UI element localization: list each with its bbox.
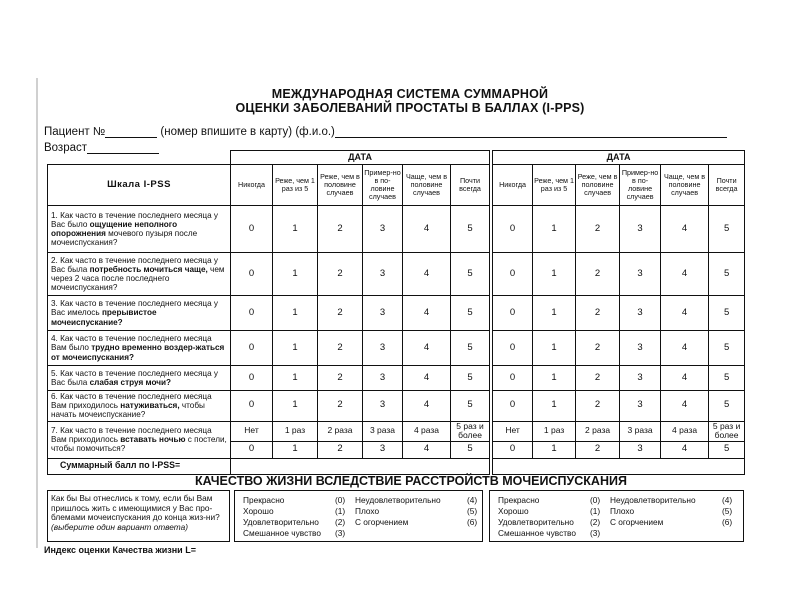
score-cell: 5 [709,366,745,391]
frequency-column-header: Реже, чем 1 раз из 5 [273,165,318,206]
score-cell: 2 [318,391,363,422]
score-cell: 1 [273,331,318,366]
frequency-column-header: Чаще, чем в половине случаев [403,165,451,206]
score-cell: 1 [533,296,576,331]
score-cell: 0 [493,206,533,253]
question-text: 5. Как часто в течение последнего месяца у Вас была слабая струя мочи? [48,366,231,391]
score-cell: 3 [363,206,403,253]
form-title-line2: ОЦЕНКИ ЗАБОЛЕВАНИЙ ПРОСТАТЫ В БАЛЛАХ (I-PPS) [235,101,585,115]
score-cell: 1 [533,366,576,391]
score-cell: 0 [493,391,533,422]
score-cell: 1 [533,441,576,458]
score-cell: 5 [451,366,490,391]
frequency-column-header: Чаще, чем в половине случаев [661,165,709,206]
score-cell: 5 [709,391,745,422]
question-highlight: прерывистое мочеиспускание? [51,308,157,327]
nocturia-answer-cell: 2 раза [576,421,620,441]
score-cell: 3 [363,441,403,458]
nocturia-answer-cell: Нет [493,421,533,441]
score-cell: 3 [620,391,661,422]
frequency-column-header: Никогда [231,165,273,206]
qol-option[interactable] [610,517,733,527]
patient-row [44,126,727,138]
score-cell: 2 [576,366,620,391]
score-cell: 4 [661,206,709,253]
question-row [48,391,745,422]
patient-name-field[interactable] [335,126,727,138]
score-cell: 3 [620,366,661,391]
score-cell: 4 [661,366,709,391]
sum-row [48,458,745,474]
score-cell: 1 [533,391,576,422]
question-text: 6. Как часто в течение последнего месяца Вам приходилось натуживаться, чтобы начать мочеиспускание? [48,391,231,422]
age-label: Возраст [44,142,88,154]
score-cell: 4 [661,331,709,366]
qol-option-label: Плохо [355,506,380,516]
form-title-line1: МЕЖДУНАРОДНАЯ СИСТЕМА СУММАРНОЙ [271,87,549,101]
score-cell: 4 [403,391,451,422]
question-row [48,206,745,253]
qol-option-label: Неудовлетворительно [355,495,441,505]
score-cell: 4 [403,366,451,391]
qol-option[interactable] [355,506,478,516]
score-cell: 0 [231,366,273,391]
question-text: 1. Как часто в течение последнего месяца у Вас было ощущение неполного опорожнения мочевого пузыря после мочеиспускания? [48,206,231,253]
question-row [48,253,745,296]
question-text: 7. Как часто в течение последнего месяца Вам приходилось вставать ночью с постели, чтобы помочиться? [48,421,231,458]
qol-option-value: (0) [335,495,346,505]
score-cell: 2 [318,441,363,458]
nocturia-answer-cell: 1 раз [273,421,318,441]
score-cell: 4 [661,391,709,422]
qol-option-value: (3) [335,528,346,538]
sum-value-cell [493,458,745,474]
score-cell: 5 [451,441,490,458]
score-cell: 1 [273,366,318,391]
score-cell: 1 [273,206,318,253]
qol-option[interactable] [610,506,733,516]
score-cell: 4 [403,296,451,331]
nocturia-answer-cell: Нет [231,421,273,441]
question-highlight: потребность мочиться чаще, [89,264,208,274]
header-blank [48,151,231,165]
question-highlight: слабая струя мочи? [89,378,172,387]
qol-title: КАЧЕСТВО ЖИЗНИ ВСЛЕДСТВИЕ РАССТРОЙСТВ МОЧЕИСПУСКАНИЯ [195,474,627,488]
score-cell: 2 [576,253,620,296]
question-text: 4. Как часто в течение последнего месяца Вам было трудно временно воздер-жаться от мочеиспускания? [48,331,231,366]
score-cell: 5 [709,206,745,253]
scale-label: Шкала I-PSS [48,165,231,206]
qol-question-hint: (выберите один вариант ответа) [51,521,189,532]
score-cell: 3 [363,391,403,422]
score-cell: 2 [318,366,363,391]
score-cell: 0 [493,366,533,391]
frequency-column-header: Реже, чем в половине случаев [576,165,620,206]
qol-option[interactable] [355,517,478,527]
score-cell: 0 [493,441,533,458]
score-cell: 3 [620,296,661,331]
frequency-column-header: Пример-но в по-ловине случаев [363,165,403,206]
date-label: ДАТА [493,151,745,165]
qol-option-label: Смешанное чувство [243,528,321,538]
score-cell: 1 [273,253,318,296]
qol-option-label: С огорчением [610,517,664,527]
score-cell: 5 [451,206,490,253]
score-cell: 2 [576,441,620,458]
qol-option-label: С огорчением [355,517,409,527]
score-cell: 3 [620,331,661,366]
qol-question: Как бы Вы отнеслись к тому, если бы Вам пришлось жить с имеющимися у Вас про-блемами мочеиспускания до конца жиз-ни? (выберите один вариант ответа) [51,493,220,532]
qol-option-label: Удовлетворительно [498,517,574,527]
qol-option[interactable] [498,528,601,538]
qol-option-label: Удовлетворительно [243,517,319,527]
nocturia-answer-cell: 4 раза [661,421,709,441]
qol-option[interactable] [610,495,733,505]
score-cell: 2 [576,391,620,422]
score-cell: 5 [451,253,490,296]
patient-number-field[interactable] [105,126,157,138]
qol-option-label: Прекрасно [498,495,540,505]
score-cell: 5 [451,331,490,366]
score-cell: 0 [493,296,533,331]
date-header-row [48,151,745,165]
score-cell: 2 [576,296,620,331]
score-cell: 5 [451,391,490,422]
qol-option[interactable] [355,495,478,505]
qol-option-value: (0) [590,495,601,505]
score-cell: 1 [533,206,576,253]
qol-option-value: (4) [467,495,478,505]
qol-option-value: (4) [722,495,733,505]
score-cell: 1 [273,391,318,422]
qol-option-label: Неудовлетворительно [610,495,696,505]
score-cell: 2 [576,206,620,253]
question-highlight: трудно временно воздер-жаться от мочеиспускания? [51,343,225,362]
score-cell: 3 [620,441,661,458]
nocturia-answer-cell: 2 раза [318,421,363,441]
question-row [48,331,745,366]
question-highlight: натуживаться, [120,401,180,411]
sum-label: Суммарный балл по I-PSS= [48,458,231,474]
card-hint: (номер впишите в карту) [160,126,293,138]
score-cell: 0 [231,391,273,422]
nocturia-answer-cell: 3 раза [363,421,403,441]
nocturia-answer-cell: 3 раза [620,421,661,441]
score-cell: 0 [493,253,533,296]
question-row [48,296,745,331]
column-header-row [48,165,745,206]
qol-option[interactable] [243,528,346,538]
frequency-column-header: Реже, чем 1 раз из 5 [533,165,576,206]
fio-label: (ф.и.о.) [295,126,335,138]
qol-option-label: Смешанное чувство [498,528,576,538]
frequency-column-header: Реже, чем в половине случаев [318,165,363,206]
qol-question-box [47,490,230,542]
score-cell: 3 [363,253,403,296]
qol-option-value: (1) [335,506,346,516]
question-text: 3. Как часто в течение последнего месяца у Вас имелось прерывистое мочеиспускание? [48,296,231,331]
question-text: 2. Как часто в течение последнего месяца у Вас была потребность мочиться чаще, чем через 2 часа после последнего мочеиспускания? [48,253,231,296]
qol-option-value: (6) [467,517,478,527]
score-cell: 2 [318,206,363,253]
qol-option[interactable] [498,517,601,527]
score-cell: 5 [709,253,745,296]
nocturia-answer-cell: 1 раз [533,421,576,441]
qol-option-value: (5) [722,506,733,516]
score-cell: 3 [363,366,403,391]
frequency-column-header: Никогда [493,165,533,206]
patient-number-label: Пациент № [44,126,106,138]
frequency-column-header: Почти всегда [709,165,745,206]
score-cell: 4 [661,296,709,331]
score-cell: 1 [533,253,576,296]
score-cell: 3 [363,331,403,366]
qol-option-label: Хорошо [498,506,529,516]
score-cell: 0 [231,331,273,366]
qol-option[interactable] [243,506,346,516]
score-cell: 4 [661,253,709,296]
nocturia-answer-cell: 4 раза [403,421,451,441]
score-cell: 0 [231,441,273,458]
score-cell: 5 [451,296,490,331]
score-cell: 1 [533,331,576,366]
qol-option[interactable] [243,517,346,527]
qol-option-label: Хорошо [243,506,274,516]
score-cell: 4 [661,441,709,458]
score-cell: 5 [709,441,745,458]
score-cell: 0 [231,206,273,253]
qol-option-value: (2) [335,517,346,527]
score-cell: 0 [493,331,533,366]
score-cell: 3 [620,206,661,253]
frequency-column-header: Почти всегда [451,165,490,206]
frequency-column-header: Пример-но в по-ловине случаев [620,165,661,206]
qol-option[interactable] [498,506,601,516]
score-cell: 2 [318,296,363,331]
score-cell: 1 [273,296,318,331]
qol-options-box-1 [234,490,483,542]
score-cell: 2 [318,331,363,366]
score-cell: 3 [363,296,403,331]
question-row [48,366,745,391]
score-cell: 4 [403,206,451,253]
score-cell: 5 [709,331,745,366]
nocturia-answer-cell: 5 раз и более [451,421,490,441]
sum-value-cell [231,458,490,474]
qol-option-value: (5) [467,506,478,516]
score-cell: 4 [403,253,451,296]
qol-option-value: (6) [722,517,733,527]
question-highlight: вставать ночью [120,434,186,444]
qol-option-label: Прекрасно [243,495,285,505]
qol-index: Индекс оценки Качества жизни L= [44,545,196,555]
score-cell: 4 [403,331,451,366]
qol-option-value: (1) [590,506,601,516]
question-row [48,421,745,441]
qol-options-box-2 [489,490,744,542]
score-cell: 2 [576,331,620,366]
score-cell: 5 [709,296,745,331]
score-cell: 0 [231,253,273,296]
qol-option-value: (3) [590,528,601,538]
question-highlight: ощущение неполного опорожнения [51,219,178,238]
qol-option-value: (2) [590,517,601,527]
qol-option[interactable] [498,495,601,505]
ipss-score-table [47,150,745,475]
score-cell: 0 [231,296,273,331]
qol-option-label: Плохо [610,506,635,516]
score-cell: 2 [318,253,363,296]
nocturia-answer-cell: 5 раз и более [709,421,745,441]
score-cell: 4 [403,441,451,458]
date-label: ДАТА [231,151,490,165]
qol-option[interactable] [243,495,346,505]
score-cell: 3 [620,253,661,296]
score-cell: 1 [273,441,318,458]
